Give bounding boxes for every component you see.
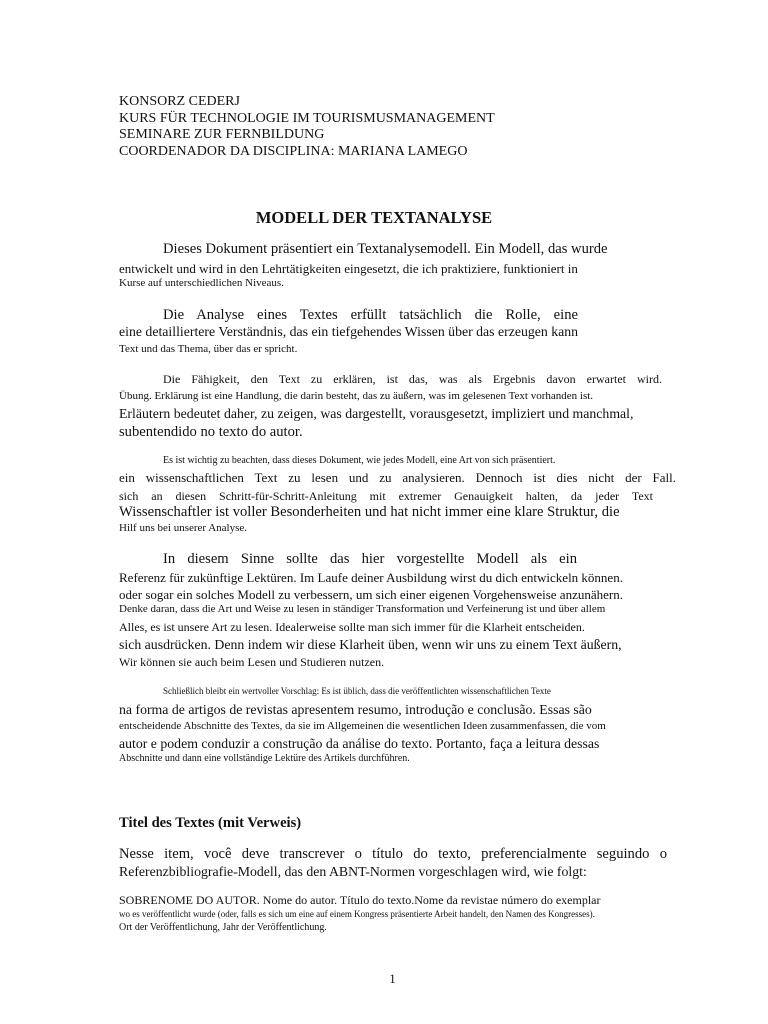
body-line: Denke daran, dass die Art und Weise zu lesen in ständiger Transformation und Verfeinerung ist und über allem <box>119 603 606 615</box>
page-number: 1 <box>389 971 396 986</box>
body-line: ein wissenschaftlichen Text zu lesen und zu analysieren. Dennoch ist dies nicht der Fall. <box>119 470 676 485</box>
body-line: Schließlich bleibt ein wertvoller Vorschlag: Es ist üblich, dass die veröffentlichten wissenschaftlichen Texte <box>163 686 551 696</box>
body-line: na forma de artigos de revistas apresentem resumo, introdução e conclusão. Essas são <box>119 702 592 717</box>
body-line: Es ist wichtig zu beachten, dass dieses Dokument, wie jedes Modell, eine Art von sich präsentiert. <box>163 455 556 466</box>
section-line: Ort der Veröffentlichung, Jahr der Veröffentlichung. <box>119 922 327 933</box>
section-heading: Titel des Textes (mit Verweis) <box>119 815 302 831</box>
section-line: Referenzbibliografie-Modell, das den ABNT-Normen vorgeschlagen wird, wie folgt: <box>119 864 587 879</box>
body-line: In diesem Sinne sollte das hier vorgestellte Modell als ein <box>163 551 577 567</box>
document-title: MODELL DER TEXTANALYSE <box>255 208 493 227</box>
body-line: oder sogar ein solches Modell zu verbessern, um sich einer eigenen Vorgehensweise anzunähern. <box>119 587 623 602</box>
body-line: Hilf uns bei unserer Analyse. <box>119 522 247 534</box>
body-line: Die Analyse eines Textes erfüllt tatsächlich die Rolle, eine <box>163 307 578 323</box>
body-line: Alles, es ist unsere Art zu lesen. Idealerweise sollte man sich immer für die Klarheit entscheiden. <box>119 620 585 634</box>
section-line: wo es veröffentlicht wurde (oder, falls es sich um eine auf einem Kongress präsentierte Arbeit handelt, den Namen des Kongresses). <box>119 909 595 919</box>
body-line: entwickelt und wird in den Lehrtätigkeiten eingesetzt, die ich praktiziere, funktioniert in <box>119 261 578 276</box>
body-line: entscheidende Abschnitte des Textes, da sie im Allgemeinen die wesentlichen Ideen zusammenfassen, die vom <box>119 720 606 732</box>
body-line: Dieses Dokument präsentiert ein Textanalysemodell. Ein Modell, das wurde <box>163 241 608 257</box>
body-line: Die Fähigkeit, den Text zu erklären, ist das, was als Ergebnis davon erwartet wird. <box>163 372 662 386</box>
section-line: SOBRENOME DO AUTOR. Nome do autor. Título do texto.Nome da revistae número do exemplar <box>119 893 601 907</box>
document-header <box>119 94 495 160</box>
header-line: KONSORZ CEDERJ <box>119 94 240 109</box>
body-line: Wir können sie auch beim Lesen und Studieren nutzen. <box>119 655 385 669</box>
body-line: subentendido no texto do autor. <box>119 424 303 440</box>
body-line: Kurse auf unterschiedlichen Niveaus. <box>119 277 284 289</box>
body-line: Wissenschaftler ist voller Besonderheiten und hat nicht immer eine klare Struktur, die <box>119 504 620 520</box>
body-line: Erläutern bedeutet daher, zu zeigen, was dargestellt, vorausgesetzt, impliziert und manchmal, <box>119 406 634 421</box>
body-line: Übung. Erklärung ist eine Handlung, die darin besteht, das zu äußern, was im gelesenen Text vorhanden ist. <box>119 390 594 402</box>
header-line: SEMINARE ZUR FERNBILDUNG <box>119 127 325 142</box>
body-line: autor e podem conduzir a construção da análise do texto. Portanto, faça a leitura dessas <box>119 736 600 751</box>
body-line: Text und das Thema, über das er spricht. <box>119 343 298 355</box>
header-line: KURS FÜR TECHNOLOGIE IM TOURISMUSMANAGEMENT <box>119 110 495 126</box>
section-line: Nesse item, você deve transcrever o título do texto, preferencialmente seguindo o <box>119 846 667 862</box>
body-line: eine detailliertere Verständnis, das ein tiefgehendes Wissen über das erzeugen kann <box>119 324 579 339</box>
body-line: Referenz für zukünftige Lektüren. Im Laufe deiner Ausbildung wirst du dich entwickeln können. <box>119 570 623 585</box>
body-line: Abschnitte und dann eine vollständige Lektüre des Artikels durchführen. <box>119 753 410 764</box>
body-line: sich an diesen Schritt-für-Schritt-Anleitung mit extremer Genauigkeit halten, da jeder Text <box>119 489 653 503</box>
body-line: sich ausdrücken. Denn indem wir diese Klarheit üben, wenn wir uns zu einem Text äußern, <box>119 637 622 652</box>
header-line: COORDENADOR DA DISCIPLINA: MARIANA LAMEGO <box>119 143 468 159</box>
